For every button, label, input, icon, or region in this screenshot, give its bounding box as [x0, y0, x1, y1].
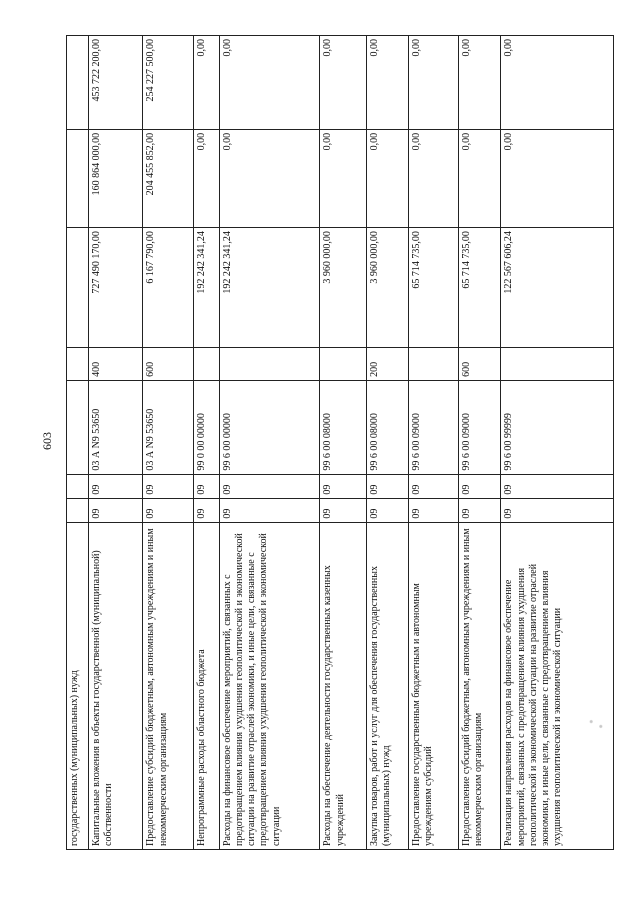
- row-sum-3: 0,00: [459, 36, 501, 130]
- row-sum-1: 192 242 341,24: [219, 228, 320, 348]
- row-rz: 09: [459, 498, 501, 522]
- row-sum-2: [67, 129, 89, 227]
- row-pr: [67, 474, 89, 498]
- row-sum-3: 0,00: [408, 36, 458, 130]
- row-cs: 99 6 00 09000: [408, 380, 458, 474]
- row-sum-1: 122 567 606,24: [501, 228, 614, 348]
- row-cs: 99 6 00 00000: [219, 380, 320, 474]
- row-pr: 09: [408, 474, 458, 498]
- row-vr: 600: [143, 348, 193, 381]
- row-name: государственных (муниципальных) нужд: [67, 522, 89, 849]
- row-cs: 03 А N9 53650: [143, 380, 193, 474]
- row-sum-1: [67, 228, 89, 348]
- row-sum-3: 0,00: [193, 36, 219, 130]
- row-name: Расходы на финансовое обеспечение мероприятий, связанных с предотвращением влияния ухудшения геополитической и экономической ситуации на развитие отраслей экономики, и иные цели, связанные с предотвращением влияния ухудшения геополитической и экономической ситуации: [219, 522, 320, 849]
- row-cs: 99 6 00 08000: [366, 380, 408, 474]
- row-rz: 09: [501, 498, 614, 522]
- row-sum-3: 0,00: [366, 36, 408, 130]
- page-number: 603: [40, 432, 54, 450]
- row-vr: [193, 348, 219, 381]
- table-row: [408, 36, 458, 850]
- row-cs: 99 6 00 99999: [501, 380, 614, 474]
- row-pr: 09: [89, 474, 143, 498]
- row-pr: 09: [459, 474, 501, 498]
- row-vr: 600: [459, 348, 501, 381]
- row-pr: 09: [193, 474, 219, 498]
- rotated-page: [66, 35, 614, 850]
- row-name: Реализация направления расходов на финансовое обеспечение мероприятий, связанных с предотвращением влияния ухудшения геополитической и экономической ситуации на развитие отраслей экономики, и иные цели, связанные с предотвращением влияния ухудшения геополитической и экономической ситуации: [501, 522, 614, 849]
- row-sum-2: 160 864 000,00: [89, 129, 143, 227]
- row-cs: 03 А N9 53650: [89, 380, 143, 474]
- row-sum-2: 204 455 852,00: [143, 129, 193, 227]
- row-vr: [320, 348, 366, 381]
- table-row: [89, 36, 143, 850]
- row-rz: 09: [193, 498, 219, 522]
- row-rz: 09: [320, 498, 366, 522]
- row-rz: 09: [219, 498, 320, 522]
- row-sum-2: 0,00: [366, 129, 408, 227]
- table-row: [320, 36, 366, 850]
- row-sum-3: 0,00: [501, 36, 614, 130]
- row-sum-3: 254 227 500,00: [143, 36, 193, 130]
- budget-table: [66, 35, 614, 850]
- row-name: Предоставление субсидий бюджетным, автономным учреждениям и иным некоммерческим организациям: [143, 522, 193, 849]
- row-rz: 09: [143, 498, 193, 522]
- row-sum-2: 0,00: [219, 129, 320, 227]
- row-vr: 200: [366, 348, 408, 381]
- row-name: Предоставление государственным бюджетным и автономным учреждениям субсидий: [408, 522, 458, 849]
- row-pr: 09: [320, 474, 366, 498]
- row-sum-2: 0,00: [501, 129, 614, 227]
- row-sum-3: [67, 36, 89, 130]
- row-sum-2: 0,00: [320, 129, 366, 227]
- row-sum-1: 192 242 341,24: [193, 228, 219, 348]
- row-name: Предоставление субсидий бюджетным, автономным учреждениям и иным некоммерческим организациям: [459, 522, 501, 849]
- row-vr: [501, 348, 614, 381]
- row-rz: 09: [89, 498, 143, 522]
- row-vr: [219, 348, 320, 381]
- row-name: Расходы на обеспечение деятельности государственных казенных учреждений: [320, 522, 366, 849]
- row-vr: [67, 348, 89, 381]
- row-pr: 09: [501, 474, 614, 498]
- row-vr: 400: [89, 348, 143, 381]
- row-cs: [67, 380, 89, 474]
- row-sum-1: 3 960 000,00: [366, 228, 408, 348]
- row-cs: 99 6 00 08000: [320, 380, 366, 474]
- row-sum-3: 0,00: [320, 36, 366, 130]
- row-sum-3: 453 722 200,00: [89, 36, 143, 130]
- row-name: Непрограммные расходы областного бюджета: [193, 522, 219, 849]
- row-cs: 99 0 00 00000: [193, 380, 219, 474]
- table-row: [67, 36, 89, 850]
- row-vr: [408, 348, 458, 381]
- row-cs: 99 6 00 09000: [459, 380, 501, 474]
- table-row: [193, 36, 219, 850]
- row-pr: 09: [366, 474, 408, 498]
- row-rz: [67, 498, 89, 522]
- row-name: Капитальные вложения в объекты государственной (муниципальной) собственности: [89, 522, 143, 849]
- row-sum-1: 3 960 000,00: [320, 228, 366, 348]
- scan-speck: [584, 712, 608, 736]
- row-sum-1: 65 714 735,00: [408, 228, 458, 348]
- row-sum-1: 727 490 170,00: [89, 228, 143, 348]
- table-row: [366, 36, 408, 850]
- table-row: [143, 36, 193, 850]
- row-sum-2: 0,00: [193, 129, 219, 227]
- row-rz: 09: [366, 498, 408, 522]
- row-sum-2: 0,00: [459, 129, 501, 227]
- row-sum-2: 0,00: [408, 129, 458, 227]
- row-rz: 09: [408, 498, 458, 522]
- row-pr: 09: [219, 474, 320, 498]
- row-name: Закупка товаров, работ и услуг для обеспечения государственных (муниципальных) нужд: [366, 522, 408, 849]
- table-row: [219, 36, 320, 850]
- row-sum-3: 0,00: [219, 36, 320, 130]
- row-sum-1: 6 167 790,00: [143, 228, 193, 348]
- row-sum-1: 65 714 735,00: [459, 228, 501, 348]
- table-row: [459, 36, 501, 850]
- row-pr: 09: [143, 474, 193, 498]
